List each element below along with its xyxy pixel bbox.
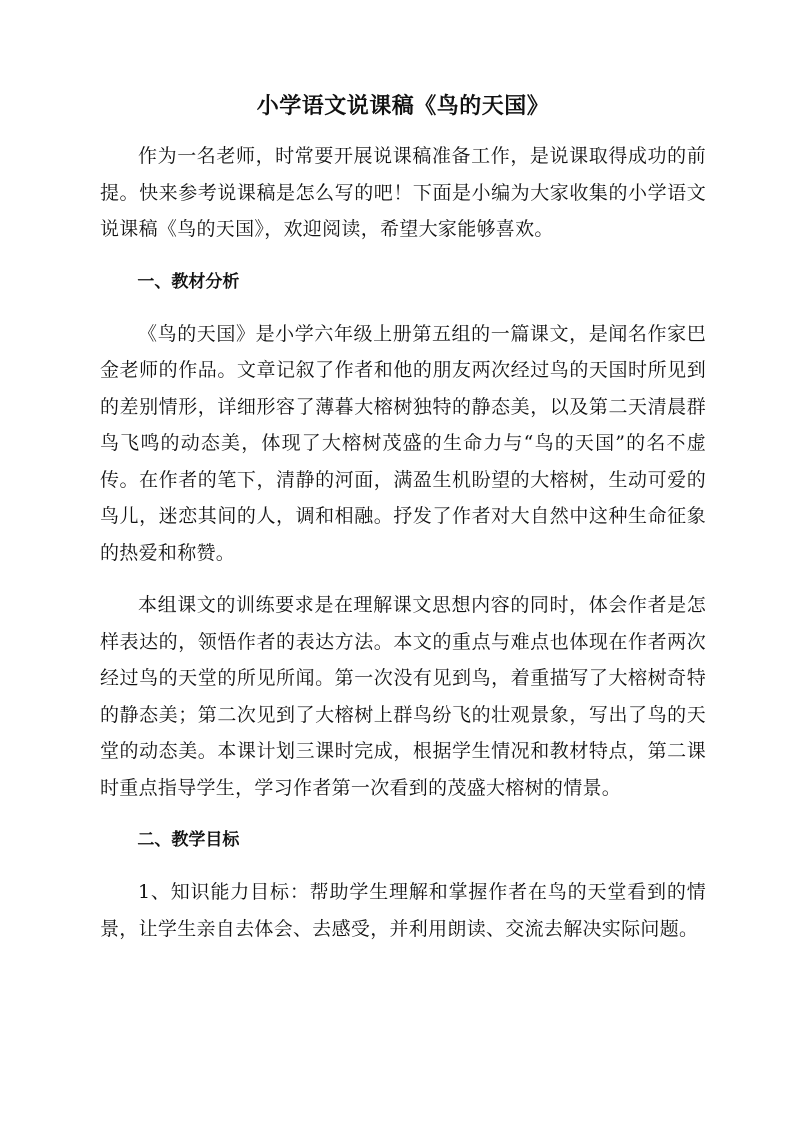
document-page [100,92,706,963]
section-heading-textbook-analysis: 一、教材分析 [137,271,240,292]
textbook-analysis-paragraph-1: 《鸟的天国》是小学六年级上册第五组的一篇课文，是闻名作家巴金老师的作品。文章记叙了作者和他的朋友两次经过鸟的天国时所见到的差别情形，详细形容了薄暮大榕树独特的静态美，以及第二天清晨群鸟飞鸣的动态美，体现了大榕树茂盛的生命力与“鸟的天国”的名不虚传。在作者的笔下，清静的河面，满盈生机盼望的大榕树，生动可爱的鸟儿，迷恋其间的人，调和相融。抒发了作者对大自然中这种生命征象的热爱和称赞。 [100,322,706,564]
section-heading-teaching-goals: 二、教学目标 [137,830,240,850]
teaching-goals-paragraph-1: 1、知识能力目标：帮助学生理解和掌握作者在鸟的天堂看到的情景，让学生亲自去体会、去感受，并利用朗读、交流去解决实际问题。 [100,881,706,940]
intro-paragraph: 作为一名老师，时常要开展说课稿准备工作，是说课取得成功的前提。快来参考说课稿是怎么写的吧！下面是小编为大家收集的小学语文说课稿《鸟的天国》，欢迎阅读，希望大家能够喜欢。 [100,145,706,240]
textbook-analysis-paragraph-2: 本组课文的训练要求是在理解课文思想内容的同时，体会作者是怎样表达的，领悟作者的表达方法。本文的重点与难点也体现在作者两次经过鸟的天堂的所见所闻。第一次没有见到鸟，着重描写了大榕树奇特的静态美；第二次见到了大榕树上群鸟纷飞的壮观景象，写出了鸟的天堂的动态美。本课计划三课时完成，根据学生情况和教材特点，第二课时重点指导学生，学习作者第一次看到的茂盛大榕树的情景。 [100,594,706,799]
page-title: 小学语文说课稿《鸟的天国》 [256,94,550,119]
